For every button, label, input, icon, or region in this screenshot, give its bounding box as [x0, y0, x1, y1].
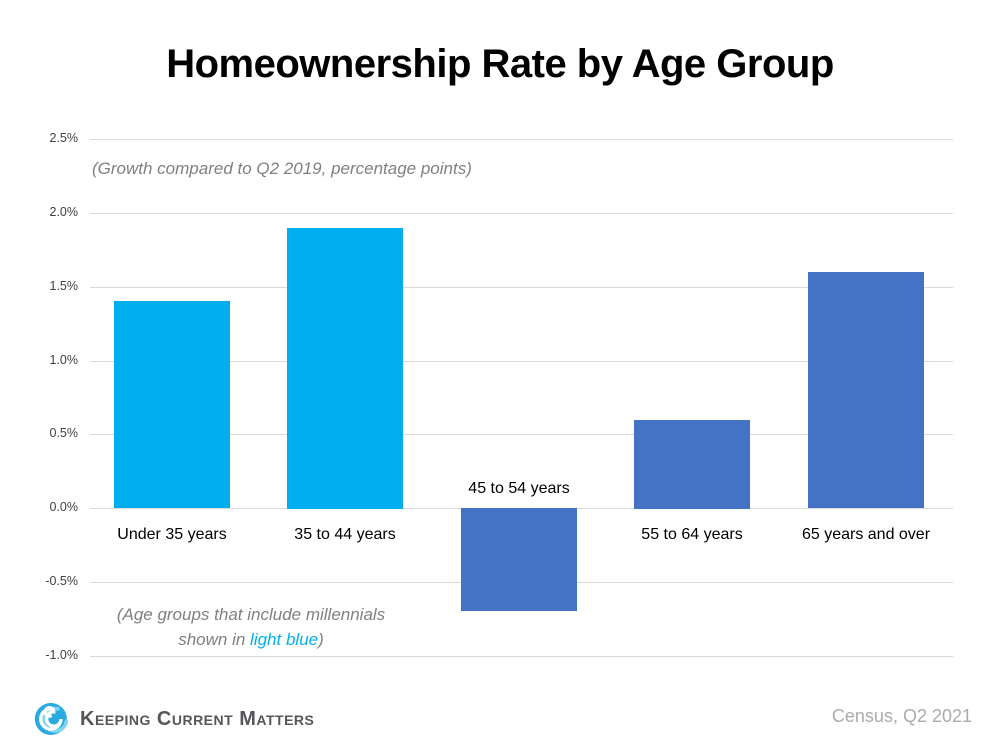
bar-35-to-44-years [287, 228, 403, 509]
y-axis-tick-label: 0.5% [49, 426, 78, 440]
category-label-55-to-64-years: 55 to 64 years [641, 526, 743, 543]
gridline [90, 139, 953, 140]
y-axis-tick-label: 1.0% [49, 353, 78, 367]
millennial-note [86, 602, 416, 652]
gridline [90, 656, 953, 657]
category-label-45-to-54-years: 45 to 54 years [468, 480, 570, 497]
y-axis-tick-label: 2.0% [49, 205, 78, 219]
bar-55-to-64-years [634, 420, 750, 509]
y-axis-tick-label: -0.5% [45, 574, 78, 588]
category-label-under-35-years: Under 35 years [117, 526, 227, 543]
note-line1: (Age groups that include millennials [116, 605, 386, 624]
note-highlight: light blue [250, 630, 319, 649]
y-axis-tick-label: 2.5% [49, 131, 78, 145]
note-line2-prefix: shown in [178, 630, 251, 649]
gridline [90, 213, 953, 214]
chart-subtitle: (Growth compared to Q2 2019, percentage points) [92, 159, 472, 178]
bar-under-35-years [114, 301, 230, 508]
y-axis-tick-label: -1.0% [45, 648, 78, 662]
y-axis-tick-label: 0.0% [49, 500, 78, 514]
note-line2-suffix: ) [318, 630, 324, 649]
source-caption: Census, Q2 2021 [831, 706, 972, 726]
brand-lockup [33, 699, 314, 739]
kcm-logo-icon [33, 700, 71, 738]
y-axis-tick-label: 1.5% [49, 279, 78, 293]
bar-65-years-and-over [808, 272, 924, 508]
bar-45-to-54-years [461, 508, 577, 611]
category-label-35-to-44-years: 35 to 44 years [294, 526, 396, 543]
page-title: Homeownership Rate by Age Group [166, 42, 834, 86]
category-label-65-years-and-over: 65 years and over [801, 526, 931, 543]
brand-name: Keeping Current Matters [80, 707, 315, 730]
